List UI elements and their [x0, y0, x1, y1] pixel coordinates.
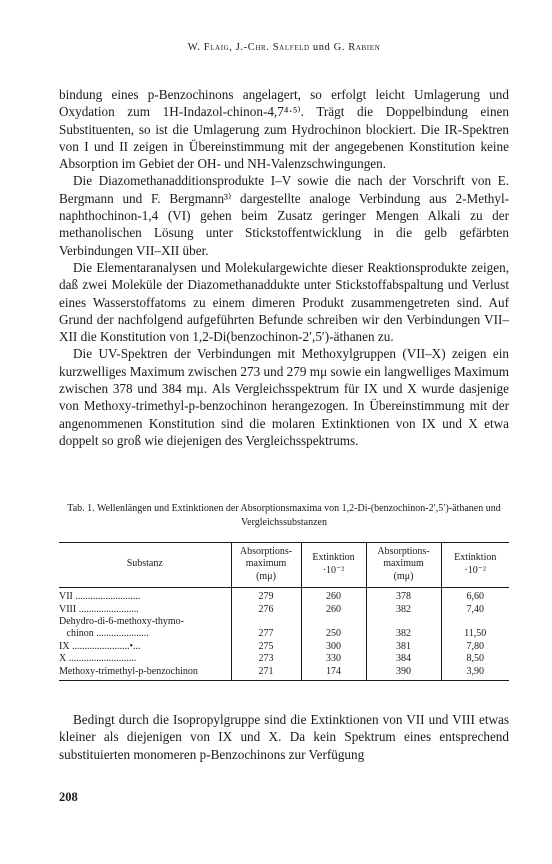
table-row	[59, 604, 509, 616]
header-absorptionsmaximum-1: Absorptions- maximum (mμ)	[231, 543, 301, 588]
cell-value: 384	[366, 653, 441, 665]
cell-value: 378	[366, 588, 441, 604]
author-conjunction: und	[312, 42, 331, 53]
cell-substanz: VII ..........................	[59, 591, 141, 603]
table-caption: Tab. 1. Wellenlängen und Extinktionen der Absorptionsmaxima von 1,2-Di-(benzochinon-2′,5′)-äthanen und Vergleichssubstanzen	[67, 503, 501, 528]
paragraph-5: Bedingt durch die Isopropylgruppe sind die Extinktionen von VII und VIII etwas kleiner als diejenigen von IX und X. Da kein Spektrum eines entsprechend substituierten monomeren p-Benzochinons zur Verfügung	[59, 712, 509, 762]
cell-value: 275	[231, 641, 301, 653]
cell-value: 174	[301, 666, 366, 681]
paragraph-3: Die Elementaranalysen und Molekulargewichte dieser Reaktionsprodukte zeigen, daß zwei Moleküle der Diazomethanaddukte unter Stickstoffabspaltung und Verlust eines Wasserstoffatoms zu einem dimeren Produkt zusammengetreten sind. Auf Grund der nachfolgend aufgeführten Befunde schreiben wir den Verbindungen VII–XII die Konstitution von 1,2-Di(benzochinon-2′,5′)-äthanen zu.	[59, 259, 509, 345]
cell-value: 300	[301, 641, 366, 653]
cell-value: 260	[301, 588, 366, 604]
cell-value: 273	[231, 653, 301, 665]
cell-value: 7,80	[441, 641, 509, 653]
author-3: G. Rabien	[333, 42, 381, 53]
table-row	[59, 588, 509, 604]
body-text-bottom	[59, 711, 509, 763]
author-2: J.-Chr. Salfeld	[235, 42, 310, 53]
table-row	[59, 628, 509, 640]
data-table	[59, 542, 509, 681]
header-extinktion-2: Extinktion ·10⁻²	[441, 543, 509, 588]
cell-substanz: IX .......................•...	[59, 640, 141, 652]
table-row	[59, 653, 509, 665]
table-row	[59, 641, 509, 653]
cell-value: 382	[366, 604, 441, 616]
table-header-row	[59, 543, 509, 588]
header-substanz: Substanz	[59, 543, 231, 588]
cell-substanz: VIII ........................	[59, 603, 139, 615]
cell-value: 271	[231, 666, 301, 681]
cell-value: 381	[366, 641, 441, 653]
cell-value: 330	[301, 653, 366, 665]
cell-value	[441, 616, 509, 628]
author-1: W. Flaig	[187, 42, 230, 53]
cell-substanz: Dehydro-di-6-methoxy-thymo-	[59, 616, 184, 628]
paragraph-1: bindung eines p-Benzochinons angelagert, so erfolgt leicht Umlagerung und Oxydation zum 1H-Indazol-chinon-4,7⁴·⁵⁾. Trägt die Doppelbindung einen Substituenten, so ist die Umlagerung zum Hydrochinon blockiert. Die IR-Spektren von I und II zeigen in Übereinstimmung mit der angegebenen Konstitution keine Absorption im Gebiet der OH- und NH-Valenzschwingungen.	[59, 87, 509, 172]
cell-value	[301, 616, 366, 628]
cell-substanz: chinon .....................	[59, 628, 149, 640]
cell-value: 3,90	[441, 666, 509, 681]
cell-value: 260	[301, 604, 366, 616]
header-extinktion-1: Extinktion ·10⁻²	[301, 543, 366, 588]
cell-value: 8,50	[441, 653, 509, 665]
cell-substanz: Methoxy-trimethyl-p-benzochinon	[59, 666, 231, 681]
paragraph-4: Die UV-Spektren der Verbindungen mit Methoxylgruppen (VII–X) zeigen ein kurzwelliges Maximum zwischen 273 und 279 mμ sowie ein langwelliges Maximum zwischen 378 und 384 mμ. Als Vergleichsspektrum für IX und X wurde dasjenige von Methoxy-trimethyl-p-benzochinon herangezogen. In Übereinstimmung mit der angenommenen Konstitution sind die molaren Extinktionen von IX und X etwa doppelt so groß wie diejenigen des Vergleichsspektrums.	[59, 346, 509, 448]
cell-value: 11,50	[441, 628, 509, 640]
cell-value	[231, 616, 301, 628]
cell-substanz: X ...........................	[59, 653, 137, 665]
header-absorptionsmaximum-2: Absorptions- maximum (mμ)	[366, 543, 441, 588]
cell-value: 277	[231, 628, 301, 640]
cell-value: 382	[366, 628, 441, 640]
cell-value	[366, 616, 441, 628]
cell-value: 276	[231, 604, 301, 616]
body-text-top	[59, 86, 509, 449]
cell-value: 7,40	[441, 604, 509, 616]
table-row	[59, 616, 509, 628]
cell-value: 6,60	[441, 588, 509, 604]
cell-value: 390	[366, 666, 441, 681]
cell-value: 250	[301, 628, 366, 640]
table-row	[59, 666, 509, 681]
running-head: W. Flaig, J.-Chr. Salfeld und G. Rabien	[187, 42, 381, 53]
page-number: 208	[59, 790, 78, 804]
paragraph-2: Die Diazomethanadditionsprodukte I–V sowie die nach der Vorschrift von E. Bergmann und F. Bergmann³⁾ dargestellte analoge Verbindung aus 2-Methyl-naphthochinon-1,4 (VI) gehen beim Zusatz geringer Mengen Alkali zu der methanolischen Lösung unter Stickstoffentwicklung in die gelb gefärbten Verbindungen VII–XII über.	[59, 173, 509, 258]
cell-value: 279	[231, 588, 301, 604]
